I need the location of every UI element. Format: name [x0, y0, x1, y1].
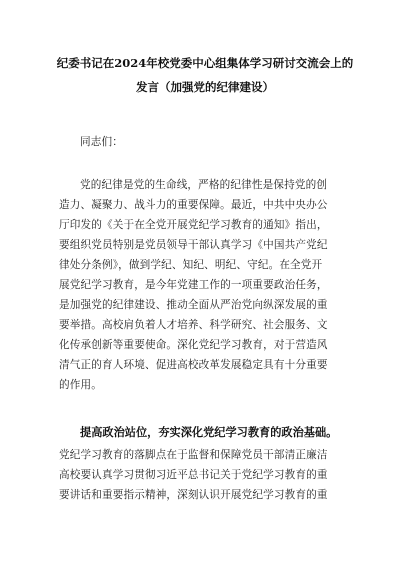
- paragraph-1-line: 要组织党员特别是党员领导干部认真学习《中国共产党纪: [59, 239, 328, 251]
- document-title-line-2: 发言（加强党的纪律建设）: [136, 80, 274, 94]
- paragraph-1-line: 厅印发的《关于在全党开展党纪学习教育的通知》指出，: [59, 219, 328, 231]
- paragraph-1-line: 展党纪学习教育，是今年党建工作的一项重要政治任务，: [59, 279, 328, 291]
- section-heading: 提高政治站位，夯实深化党纪学习教育的政治基础。: [80, 425, 338, 439]
- paragraph-2-line: 高校要认真学习贯彻习近平总书记关于党纪学习教育的重: [59, 469, 328, 481]
- paragraph-1-line: 清气正的育人环境、促进高校改革发展稳定具有十分重要: [59, 359, 328, 371]
- paragraph-1-line: 的作用。: [59, 379, 102, 391]
- salutation: 同志们：: [80, 136, 123, 148]
- paragraph-1-line: 化传承创新等重要使命。深化党纪学习教育，对于营造风: [59, 339, 328, 351]
- paragraph-1-line: 要举措。高校肩负着人才培养、科学研究、社会服务、文: [59, 319, 328, 331]
- paragraph-1-line: 是加强党的纪律建设、推动全面从严治党向纵深发展的重: [59, 299, 328, 311]
- paragraph-2-line: 要讲话和重要指示精神，深刻认识开展党纪学习教育的重: [59, 489, 328, 501]
- paragraph-1-line: 造力、凝聚力、战斗力的重要保障。最近，中共中央办公: [59, 199, 328, 211]
- paragraph-2-line: 党纪学习教育的落脚点在于监督和保障党员干部清正廉洁: [59, 449, 328, 461]
- document-title-line-1: 纪委书记在2024年校党委中心组集体学习研讨交流会上的: [56, 56, 354, 70]
- paragraph-1-line: 党的纪律是党的生命线，严格的纪律性是保持党的创: [80, 179, 328, 191]
- paragraph-1-line: 律处分条例》，做到学纪、知纪、明纪、守纪。在全党开: [59, 259, 323, 271]
